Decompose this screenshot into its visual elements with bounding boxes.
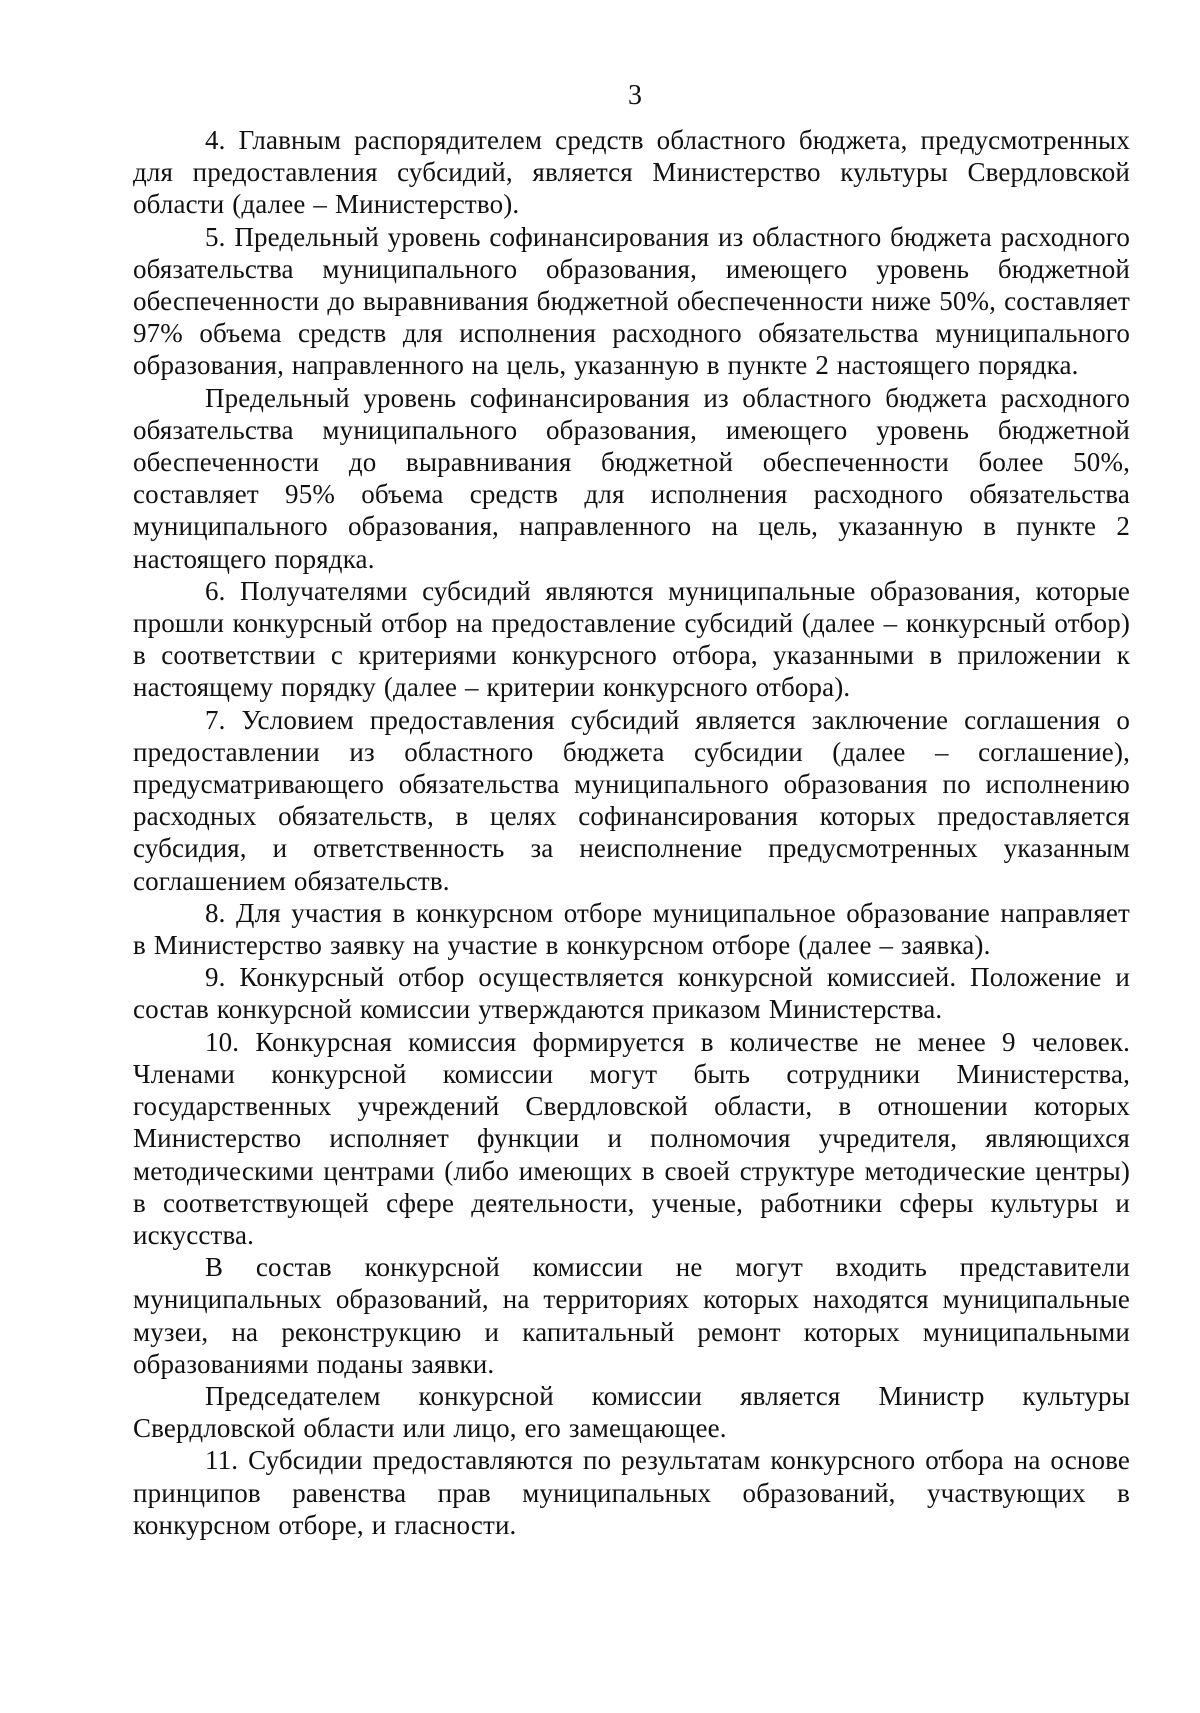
paragraph-item-10: 10. Конкурсная комиссия формируется в количестве не менее 9 человек. Членами конкурсной комиссии могут быть сотрудники Министерства, государственных учреждений Свердловской области, в отношении которых Министерство исполняет функции и полномочия учредителя, являющихся методическими центрами (либо имеющих в своей структуре методические центры) в соответствующей сфере деятельности, ученые, работники сферы культуры и искусства.	[133, 1026, 1130, 1250]
document-body	[133, 124, 1130, 1541]
paragraph-item-9: 9. Конкурсный отбор осуществляется конкурсной комиссией. Положение и состав конкурсной комиссии утверждаются приказом Министерства.	[133, 962, 1130, 1025]
paragraph-item-4: 4. Главным распорядителем средств областного бюджета, предусмотренных для предоставления субсидий, является Министерство культуры Свердловской области (далее – Министерство).	[133, 125, 1130, 220]
paragraph-item-11: 11. Субсидии предоставляются по результатам конкурсного отбора на основе принципов равенства прав муниципальных образований, участвующих в конкурсном отборе, и гласности.	[133, 1445, 1130, 1540]
paragraph-item-10-chairman: Председателем конкурсной комиссии является Министр культуры Свердловской области или лицо, его замещающее.	[133, 1380, 1130, 1444]
paragraph-item-5-continued: Предельный уровень софинансирования из областного бюджета расходного обязательства муниципального образования, имеющего уровень бюджетной обеспеченности до выравнивания бюджетной обеспеченности более 50%, составляет 95% объема средств для исполнения расходного обязательства муниципального образования, направленного на цель, указанную в пункте 2 настоящего порядка.	[133, 382, 1130, 574]
paragraph-item-5: 5. Предельный уровень софинансирования из областного бюджета расходного обязательства муниципального образования, имеющего уровень бюджетной обеспеченности до выравнивания бюджетной обеспеченности ниже 50%, составляет 97% объема средств для исполнения расходного обязательства муниципального образования, направленного на цель, указанную в пункте 2 настоящего порядка.	[133, 221, 1130, 381]
paragraph-item-10-commission-exclusion: В состав конкурсной комиссии не могут входить представители муниципальных образований, на территориях которых находятся муниципальные музеи, на реконструкцию и капитальный ремонт которых муниципальными образованиями поданы заявки.	[133, 1252, 1130, 1379]
page-number: 3	[628, 80, 642, 111]
paragraph-item-8: 8. Для участия в конкурсном отборе муниципальное образование направляет в Министерство заявку на участие в конкурсном отборе (далее – заявка).	[133, 897, 1130, 961]
paragraph-item-7: 7. Условием предоставления субсидий является заключение соглашения о предоставлении из областного бюджета субсидии (далее – соглашение), предусматривающего обязательства муниципального образования по исполнению расходных обязательств, в целях софинансирования которых предоставляется субсидия, и ответственность за неисполнение предусмотренных указанным соглашением обязательств.	[133, 704, 1130, 896]
paragraph-item-6: 6. Получателями субсидий являются муниципальные образования, которые прошли конкурсный отбор на предоставление субсидий (далее – конкурсный отбор) в соответствии с критериями конкурсного отбора, указанными в приложении к настоящему порядку (далее – критерии конкурсного отбора).	[133, 575, 1130, 703]
